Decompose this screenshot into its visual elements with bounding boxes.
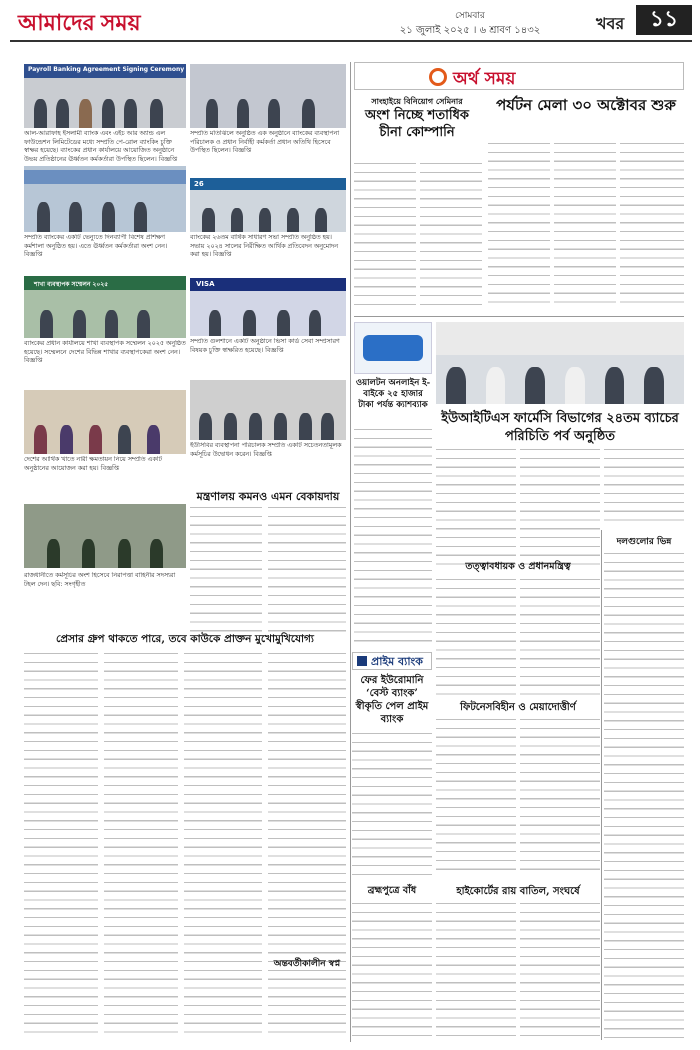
article-headline: দলগুলোর ভিন্ন bbox=[616, 537, 672, 547]
photo-caption: রাজধানীতে কর্মসূচির অংশ হিসেবে নিরাপত্তা বাহিনীর সদস্যরা টহল দেন। ছবি: সংগৃহীত bbox=[24, 572, 176, 588]
article-body bbox=[520, 716, 600, 876]
photo-caption: ব্যাংকের ২৬তম বার্ষিক সাধারণ সভা সম্প্রতি অনুষ্ঠিত হয়। সভায় ২০২৪ সালের নিরীক্ষিত আর্থিক প্রতিবেদন অনুমোদন করা হয়। বিজ্ঞপ্তি bbox=[190, 234, 338, 258]
article-headline: প্রেসার গ্রুপ থাকতে পারে, তবে কাউকে প্রাক্তন মুখোমুখিযোগ্য bbox=[56, 633, 314, 645]
prime-bank-name: প্রাইম ব্যাংক bbox=[371, 655, 423, 668]
photo-caption: সম্প্রতি ব্যাংকের একটি ভেন্যুতে দিনব্যাপী বিশেষ প্রশিক্ষণ কর্মশালা অনুষ্ঠিত হয়। এতে ঊর্ধ্বতন কর্মকর্তারা অংশ নেন। বিজ্ঞপ্তি bbox=[24, 234, 168, 258]
article-body bbox=[520, 576, 600, 696]
shamabesh-photo bbox=[24, 276, 186, 338]
photo-caption: ইউসিবির ব্যবস্থাপনা পরিচালক সম্প্রতি একটি সচেতনতামূলক কর্মসূচির উদ্বোধন করেন। বিজ্ঞপ্তি bbox=[190, 442, 342, 458]
issue-date-text: ২১ জুলাই ২০২৫ । ৬ শ্রাবণ ১৪৩২ bbox=[399, 25, 541, 36]
e-bike-graphic bbox=[363, 335, 423, 361]
photo-caption: দেশের আর্থিক খাতে নারী ক্ষমতায়ন নিয়ে সম্প্রতি একটি অনুষ্ঠানের আয়োজন করা হয়। বিজ্ঞপ্তি bbox=[24, 456, 162, 472]
article-body bbox=[554, 140, 616, 310]
article-headline: ফিটনেসবিহীন ও মেয়াদোত্তীর্ণ bbox=[460, 702, 576, 713]
article-headline: ইউআইটিএস ফার্মেসি বিভাগের ২৪তম ব্যাচের পরিচিতি পর্ব অনুষ্ঠিত bbox=[441, 411, 679, 444]
security-photo bbox=[24, 504, 186, 568]
article-headline: মন্ত্রণালয় কমনও এমন বেকায়দায় bbox=[196, 490, 340, 503]
prime-bank-icon bbox=[357, 656, 367, 666]
newspaper-logo: আমাদের সময় bbox=[18, 10, 141, 35]
issue-weekday: সোমবার bbox=[455, 11, 485, 21]
masthead-rule bbox=[10, 40, 692, 42]
column-rule bbox=[350, 62, 351, 1042]
section-divider bbox=[354, 316, 684, 317]
visa-photo bbox=[190, 278, 346, 336]
agm-banner: 26 bbox=[194, 180, 204, 188]
article-body bbox=[520, 900, 600, 1040]
article-body bbox=[352, 900, 432, 1040]
article-body bbox=[24, 650, 98, 1040]
article-headline: তত্ত্বাবধায়ক ও প্রধানমন্ত্রিত্ব bbox=[465, 561, 571, 572]
photo-caption: আল-আরাফাহ ইসলামী ব্যাংক এবং এইচ আর অ্যান্ড এল ফাউন্ডেশন লিমিটেডের মধ্যে সম্প্রতি পে-রোল ব্যাংকিং চুক্তি স্বাক্ষর হয়েছে। ব্যাংকের প্রধান কার্যালয়ে আয়োজিত অনুষ্ঠানে উভয় প্রতিষ্ঠানের ঊর্ধ্বতন কর্মকর্তারা উপস্থিত ছিলেন। বিজ্ঞপ্তি bbox=[24, 130, 178, 163]
article-body bbox=[354, 160, 416, 310]
article-body bbox=[436, 446, 516, 566]
article-headline: পর্যটন মেলা ৩০ অক্টোবর শুরু bbox=[496, 96, 676, 114]
article-body bbox=[436, 900, 516, 1040]
page-number: ১১ bbox=[636, 5, 692, 35]
article-body bbox=[436, 576, 516, 696]
visa-logo: VISA bbox=[196, 280, 215, 288]
article-body bbox=[354, 426, 432, 646]
article-headline: ফের ইউরোমানি ‘বেস্ট ব্যাংক’ স্বীকৃতি পেল প্রাইম ব্যাংক bbox=[355, 675, 429, 725]
article-kicker: সাংহাইয়ে বিনিয়োগ সেমিনার bbox=[371, 96, 463, 106]
article-body bbox=[268, 650, 346, 1040]
uits-event-photo bbox=[436, 322, 684, 404]
article-body bbox=[620, 140, 684, 310]
article-headline: ব্রহ্মপুত্রে বাঁধ bbox=[367, 885, 417, 896]
article-body bbox=[604, 550, 684, 1040]
article-body bbox=[352, 730, 432, 880]
article-body bbox=[436, 716, 516, 876]
walton-ad-image bbox=[354, 322, 432, 374]
event-photo bbox=[24, 166, 186, 232]
arthashomoy-banner bbox=[354, 62, 684, 90]
article-headline: হাইকোর্টের রায় বাতিল, সংঘর্ষে bbox=[456, 886, 580, 897]
signing-photo bbox=[190, 64, 346, 128]
article-body bbox=[190, 504, 262, 634]
article-body bbox=[420, 160, 482, 310]
prime-bank-logo bbox=[352, 652, 432, 670]
article-body bbox=[104, 650, 178, 1040]
photo-caption: ব্যাংকের প্রধান কার্যালয়ে শাখা ব্যবস্থাপক সম্মেলন ২০২৫ অনুষ্ঠিত হয়েছে। সম্মেলনে দেশের বিভিন্ন শাখার ব্যবস্থাপকেরা অংশ নেন। বিজ্ঞপ্তি bbox=[24, 340, 186, 364]
arthashomoy-logo-icon bbox=[429, 68, 447, 86]
article-headline: অংশ নিচ্ছে শতাধিক চীনা কোম্পানি bbox=[365, 108, 469, 140]
article-headline: অন্তবর্তীকালীন স্বপ্ন bbox=[273, 959, 341, 969]
article-body bbox=[604, 446, 684, 526]
women-event-photo bbox=[24, 390, 186, 454]
issue-date bbox=[380, 8, 560, 40]
section-name: খবর bbox=[596, 14, 625, 33]
photo-caption: সম্প্রতি গুলশানে একটি অনুষ্ঠানে ভিসা কার্ড সেবা সম্প্রসারণ বিষয়ক চুক্তি স্বাক্ষরিত হয়েছে। বিজ্ঞপ্তি bbox=[190, 338, 340, 354]
photo-caption: সম্প্রতি মতিঝিলে অনুষ্ঠিত এক অনুষ্ঠানে ব্যাংকের ব্যবস্থাপনা পরিচালক ও প্রধান নির্বাহী কর্মকর্তা প্রধান অতিথি হিসেবে উপস্থিত ছিলেন। বিজ্ঞপ্তি bbox=[190, 130, 340, 154]
article-headline: ওয়ালটন অনলাইন ই-বাইকে ২৫ হাজার টাকা পর্যন্ত ক্যাশব্যাক bbox=[355, 378, 431, 411]
payroll-banner: Payroll Banking Agreement Signing Ceremony bbox=[28, 66, 185, 73]
shamabesh-banner: শাখা ব্যবস্থাপক সম্মেলন ২০২৫ bbox=[34, 281, 109, 288]
payroll-ceremony-photo bbox=[24, 64, 186, 128]
agm-photo bbox=[190, 178, 346, 232]
arthashomoy-title: অর্থ সময় bbox=[453, 69, 516, 89]
article-body bbox=[520, 446, 600, 566]
article-body bbox=[268, 504, 346, 634]
article-body bbox=[488, 140, 550, 310]
ucb-photo bbox=[190, 380, 346, 440]
column-rule bbox=[601, 530, 602, 1040]
article-body bbox=[184, 650, 262, 1040]
